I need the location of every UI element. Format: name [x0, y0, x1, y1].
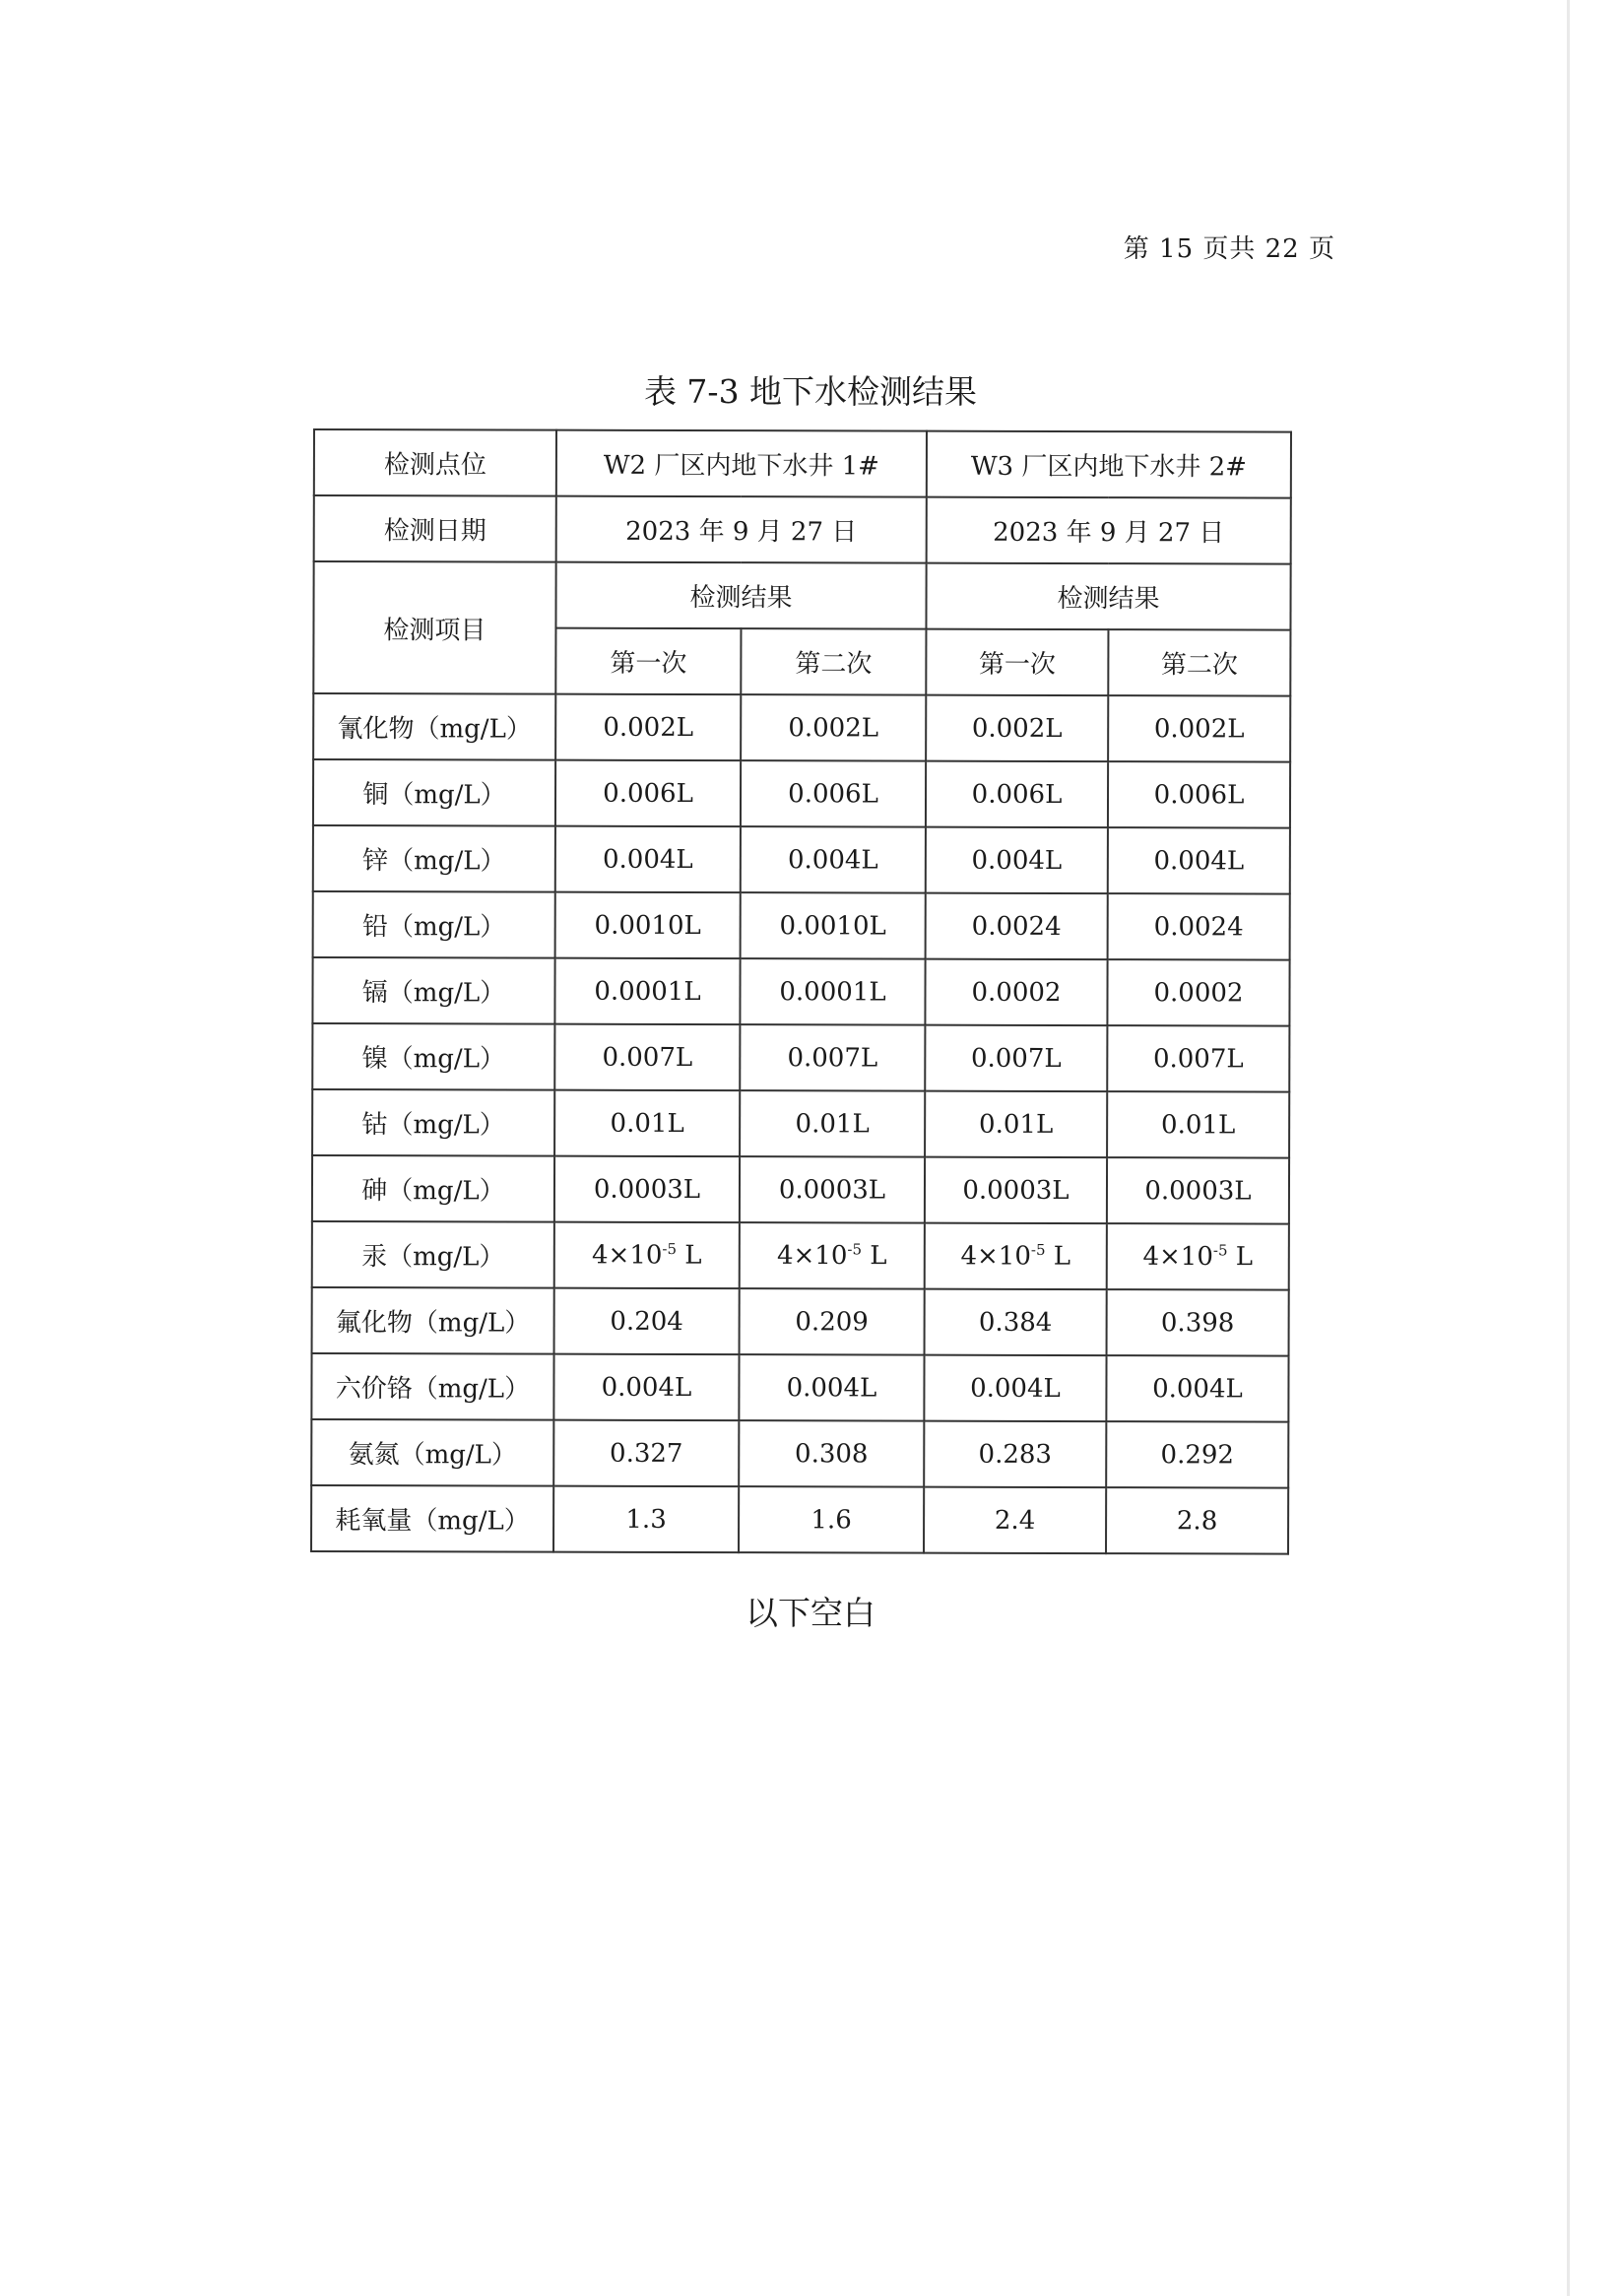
item-name: 锌（mg/L）: [313, 825, 555, 892]
result-value: 2.4: [924, 1487, 1106, 1553]
result-value: [740, 1222, 925, 1288]
result-value: 0.01L: [554, 1090, 740, 1156]
table-row: [312, 1023, 1289, 1092]
result-value: 0.01L: [925, 1091, 1107, 1157]
mercury-base: 4×10: [591, 1240, 663, 1271]
result-value: 0.0003L: [554, 1156, 740, 1222]
item-name: 氟化物（mg/L）: [312, 1287, 554, 1354]
result-value: 0.002L: [555, 694, 741, 760]
round-label: 第一次: [926, 629, 1108, 695]
result-value: 0.0003L: [1107, 1157, 1289, 1223]
result-value: [554, 1222, 740, 1288]
page-number: 第 15 页共 22 页: [1123, 234, 1335, 264]
result-value: [925, 1223, 1107, 1289]
item-name: 砷（mg/L）: [312, 1155, 554, 1222]
result-value: 0.209: [740, 1288, 925, 1354]
result-value: 0.007L: [554, 1024, 740, 1090]
result-value: 0.0001L: [740, 958, 925, 1024]
item-name: 铅（mg/L）: [313, 891, 555, 958]
result-value: 0.0010L: [741, 892, 926, 958]
table-row: [311, 1353, 1288, 1422]
header-row-point: [314, 429, 1291, 498]
item-name: 镉（mg/L）: [312, 957, 554, 1024]
result-value: 0.004L: [924, 1355, 1106, 1421]
point-name-w2: W2 厂区内地下水井 1#: [556, 430, 927, 497]
result-value: 2.8: [1106, 1487, 1288, 1553]
point-label: 检测点位: [314, 429, 556, 496]
mercury-exponent: -5: [1212, 1241, 1228, 1260]
header-row-date: [314, 495, 1291, 564]
date-w2: 2023 年 9 月 27 日: [556, 496, 927, 563]
result-value: 0.398: [1107, 1289, 1289, 1355]
mercury-exponent: -5: [662, 1240, 678, 1259]
table-row: [312, 1089, 1289, 1158]
table-row: [312, 1287, 1289, 1356]
result-value: 0.006L: [555, 760, 741, 826]
result-value: 0.004L: [553, 1354, 739, 1420]
table-row: [313, 759, 1290, 828]
result-value: 0.0010L: [555, 892, 741, 958]
result-value: 0.01L: [1107, 1091, 1289, 1157]
result-value: 0.004L: [555, 826, 741, 892]
result-value: 0.0024: [1108, 893, 1290, 959]
result-value: 0.292: [1106, 1421, 1288, 1487]
table-row: [312, 1155, 1289, 1224]
table-row: [312, 957, 1289, 1026]
date-w3: 2023 年 9 月 27 日: [927, 497, 1291, 564]
result-value: 0.004L: [1106, 1355, 1288, 1421]
item-name: 汞（mg/L）: [312, 1221, 554, 1288]
groundwater-results-table: [310, 428, 1292, 1555]
result-value: 0.0001L: [554, 958, 740, 1024]
result-value: 0.0002: [1107, 959, 1289, 1025]
item-name: 氨氮（mg/L）: [311, 1419, 553, 1486]
mercury-suffix: L: [677, 1240, 702, 1271]
result-value: 0.0024: [926, 893, 1108, 959]
item-name: 氰化物（mg/L）: [313, 693, 555, 760]
table-row: [313, 891, 1290, 960]
result-value: 0.327: [553, 1420, 739, 1486]
table-row: [313, 825, 1290, 894]
result-value: 0.002L: [1108, 695, 1290, 761]
result-value: 0.004L: [926, 827, 1108, 893]
mercury-suffix: L: [862, 1241, 887, 1272]
result-value: 0.01L: [740, 1090, 925, 1156]
result-value: [1107, 1223, 1289, 1289]
mercury-base: 4×10: [1142, 1242, 1213, 1273]
result-value: 0.004L: [739, 1354, 924, 1420]
result-value: 0.004L: [1108, 827, 1290, 893]
date-label: 检测日期: [314, 495, 556, 562]
item-name: 镍（mg/L）: [312, 1023, 554, 1090]
table-row: [311, 1419, 1288, 1488]
blank-below-note: 以下空白: [746, 1594, 875, 1632]
mercury-base: 4×10: [776, 1241, 848, 1272]
mercury-suffix: L: [1227, 1242, 1254, 1273]
result-value: 0.007L: [925, 1025, 1107, 1091]
point-name-w3: W3 厂区内地下水井 2#: [927, 431, 1291, 498]
item-name: 六价铬（mg/L）: [311, 1353, 553, 1420]
result-value: 0.006L: [926, 761, 1108, 827]
result-value: 0.308: [739, 1420, 924, 1486]
table-title: 表 7-3 地下水检测结果: [643, 372, 978, 411]
result-value: 1.6: [739, 1486, 924, 1552]
round-label: 第二次: [1108, 629, 1290, 695]
result-value: 0.004L: [741, 826, 926, 892]
result-label-w2: 检测结果: [555, 562, 926, 629]
item-name: 耗氧量（mg/L）: [311, 1485, 553, 1552]
table-row: [313, 693, 1290, 762]
mercury-exponent: -5: [847, 1240, 863, 1259]
result-value: 0.204: [554, 1288, 740, 1354]
mercury-suffix: L: [1045, 1241, 1071, 1272]
result-value: 0.283: [924, 1421, 1106, 1487]
result-value: 0.007L: [1107, 1025, 1289, 1091]
result-value: 1.3: [553, 1486, 739, 1552]
round-label: 第二次: [741, 628, 926, 694]
round-label: 第一次: [555, 628, 741, 694]
mercury-exponent: -5: [1030, 1241, 1046, 1260]
result-value: 0.002L: [741, 694, 926, 760]
scan-edge-line: [1567, 0, 1570, 2296]
result-value: 0.0003L: [740, 1156, 925, 1222]
result-label-w3: 检测结果: [926, 563, 1290, 630]
result-value: 0.384: [925, 1289, 1107, 1355]
result-value: 0.006L: [1108, 761, 1290, 827]
result-value: 0.0003L: [925, 1157, 1107, 1223]
item-label: 检测项目: [313, 561, 555, 694]
result-value: 0.002L: [926, 695, 1108, 761]
result-value: 0.0002: [925, 959, 1107, 1025]
result-value: 0.006L: [741, 760, 926, 826]
item-name: 铜（mg/L）: [313, 759, 555, 826]
item-name: 钴（mg/L）: [312, 1089, 554, 1156]
table-row: [312, 1221, 1289, 1290]
header-row-result: [313, 561, 1290, 630]
mercury-base: 4×10: [960, 1241, 1031, 1272]
result-value: 0.007L: [740, 1024, 925, 1090]
table-row: [311, 1485, 1288, 1554]
